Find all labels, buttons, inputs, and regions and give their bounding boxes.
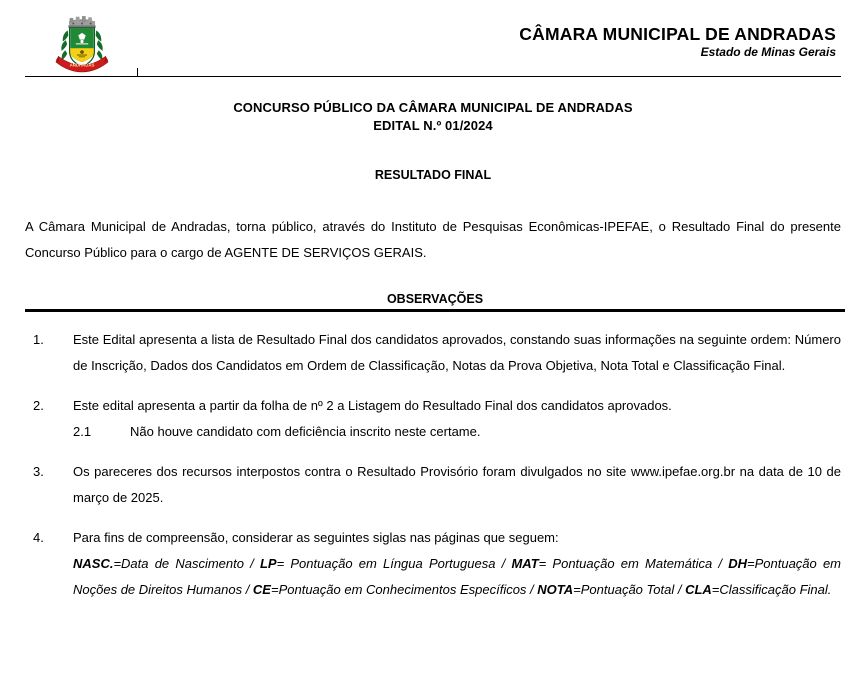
result-title: RESULTADO FINAL [374, 168, 492, 183]
observation-item-4-body [73, 525, 841, 603]
observation-item-3-number: 3. [33, 464, 44, 480]
abbreviation-code: LP [259, 556, 277, 572]
abbreviation-meaning: = Pontuação em Língua Portuguesa [276, 556, 496, 572]
observation-item-2-1-text: Não houve candidato com deficiência inscrito neste certame. [130, 424, 481, 440]
abbreviation-meaning: =Pontuação Total [573, 582, 675, 598]
document-header [25, 0, 841, 77]
observation-item-2-number: 2. [33, 398, 44, 414]
abbreviation-code: NOTA [537, 582, 574, 598]
intro-paragraph: A Câmara Municipal de Andradas, torna público, através do Instituto de Pesquisas Econômicas-IPEFAE, o Resultado Final do presente Concurso Público para o cargo de AGENTE DE SERVIÇOS GERAIS. [25, 219, 841, 261]
title-line-1: CONCURSO PÚBLICO DA CÂMARA MUNICIPAL DE ANDRADAS [233, 100, 633, 115]
abbreviation-separator: / [243, 556, 260, 572]
observation-item-2-body [73, 393, 841, 445]
abbreviation-meaning: =Pontuação em Noções de Direitos Humanos [73, 556, 842, 598]
observation-item-4-text: Para fins de compreensão, considerar as seguintes siglas nas páginas que seguem: [73, 530, 559, 546]
abbreviation-separator: / [712, 556, 729, 572]
observation-item-2-text: Este edital apresenta a partir da folha de nº 2 a Listagem do Resultado Final dos candidatos aprovados. [73, 398, 672, 414]
abbreviation-meaning: =Classificação Final. [711, 582, 832, 598]
observation-item-1-text: Este Edital apresenta a lista de Resultado Final dos candidatos aprovados, constando suas informações na seguinte ordem: Número de Inscrição, Dados dos Candidatos em Ordem de Classificação, Notas da Prova Objetiva, Nota Total e Classificação Final. [73, 332, 841, 374]
header-logo-cell [25, 0, 138, 75]
abbreviation-separator: / [674, 582, 686, 598]
abbreviation-code: DH [728, 556, 747, 572]
abbreviation-separator: / [526, 582, 538, 598]
abbreviation-code: NASC. [73, 556, 114, 572]
observation-item-2-1-number: 2.1 [73, 424, 92, 440]
abbreviation-code: MAT [511, 556, 539, 572]
abbreviation-separator: / [495, 556, 512, 572]
observation-item-2 [25, 393, 841, 445]
abbreviation-separator: / [242, 582, 253, 598]
observation-item-3 [25, 459, 841, 511]
observations-heading: OBSERVAÇÕES [25, 292, 845, 312]
organization-name: CÂMARA MUNICIPAL DE ANDRADAS [519, 24, 836, 44]
header-text-cell [138, 0, 841, 59]
document-title-block [25, 99, 841, 135]
title-line-2: EDITAL N.º 01/2024 [373, 118, 493, 134]
coat-of-arms-icon [51, 13, 113, 75]
svg-text:ANDRADAS: ANDRADAS [69, 62, 94, 68]
abbreviation-meaning: =Data de Nascimento [113, 556, 244, 572]
abbreviation-code: CLA [685, 582, 712, 598]
observations-list [25, 327, 841, 603]
observation-item-1 [25, 327, 841, 379]
abbreviation-meaning: =Pontuação em Conhecimentos Específicos [270, 582, 527, 598]
observation-item-4-number: 4. [33, 530, 44, 546]
observation-item-3-text: Os pareceres dos recursos interpostos contra o Resultado Provisório foram divulgados no site www.ipefae.org.br na data de 10 de março de 2025. [73, 464, 841, 506]
abbreviation-code: CE [252, 582, 271, 598]
abbreviation-meaning: = Pontuação em Matemática [538, 556, 713, 572]
observation-item-2-1 [73, 419, 841, 445]
abbreviations-legend [73, 551, 841, 603]
organization-state: Estado de Minas Gerais [700, 45, 836, 60]
observation-item-1-number: 1. [33, 332, 44, 348]
observation-item-4 [25, 525, 841, 603]
